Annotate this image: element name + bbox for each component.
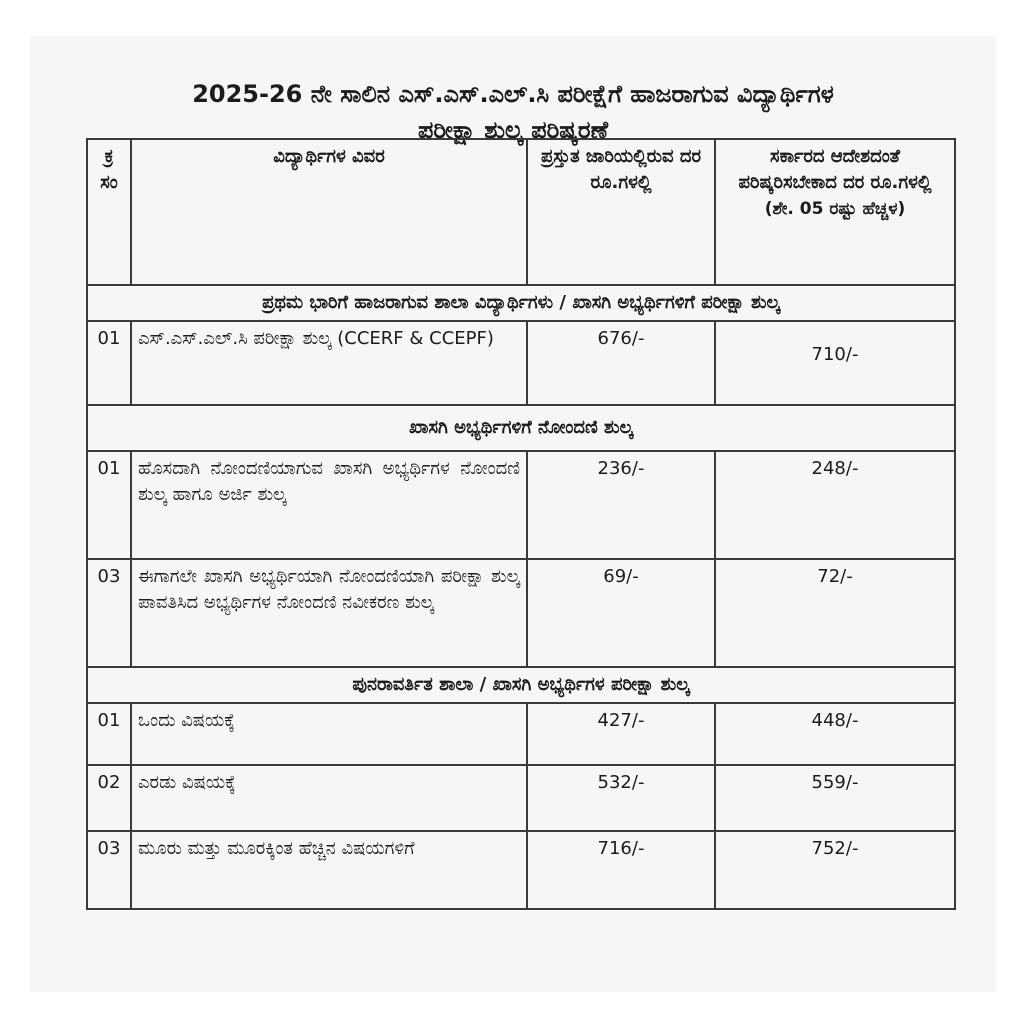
row-description: ಈಗಾಗಲೇ ಖಾಸಗಿ ಅಭ್ಯರ್ಥಿಯಾಗಿ ನೋಂದಣಿಯಾಗಿ ಪರೀಕ್ಷಾ ಶುಲ್ಕ ಪಾವತಿಸಿದ ಅಭ್ಯರ್ಥಿಗಳ ನೋಂದಣಿ ನವೀಕರಣ ಶುಲ್ಕ [131, 559, 527, 667]
row-revised-rate: 448/- [715, 703, 955, 765]
table-row [87, 451, 955, 559]
section-heading-row [87, 405, 955, 451]
title-line-1: 2025-26 ನೇ ಸಾಲಿನ ಎಸ್.ಎಸ್.ಎಲ್.ಸಿ ಪರೀಕ್ಷೆಗೆ ಹಾಜರಾಗುವ ವಿದ್ಯಾರ್ಥಿಗಳ [192, 80, 834, 108]
row-current-rate: 532/- [527, 765, 715, 831]
row-current-rate: 236/- [527, 451, 715, 559]
header-student-details: ವಿದ್ಯಾರ್ಥಿಗಳ ವಿವರ [131, 139, 527, 285]
table-row [87, 321, 955, 405]
row-description: ಒಂದು ವಿಷಯಕ್ಕೆ [131, 703, 527, 765]
row-serial: 01 [87, 451, 131, 559]
row-revised-rate: 559/- [715, 765, 955, 831]
row-serial: 03 [87, 831, 131, 909]
row-serial: 02 [87, 765, 131, 831]
row-serial: 01 [87, 321, 131, 405]
row-description: ಮೂರು ಮತ್ತು ಮೂರಕ್ಕಿಂತ ಹೆಚ್ಚಿನ ವಿಷಯಗಳಿಗೆ [131, 831, 527, 909]
row-revised-rate: 752/- [715, 831, 955, 909]
row-current-rate: 427/- [527, 703, 715, 765]
table-row [87, 559, 955, 667]
row-revised-rate: 710/- [715, 321, 955, 405]
header-revised-rate [715, 139, 955, 285]
header-serial-number: ಕ್ರ ಸಂ [87, 139, 131, 285]
row-revised-rate: 248/- [715, 451, 955, 559]
table-row [87, 703, 955, 765]
row-current-rate: 676/- [527, 321, 715, 405]
header-current-rate: ಪ್ರಸ್ತುತ ಜಾರಿಯಲ್ಲಿರುವ ದರ ರೂ.ಗಳಲ್ಲಿ [527, 139, 715, 285]
section-heading-row [87, 667, 955, 703]
section-heading: ಪುನರಾವರ್ತಿತ ಶಾಲಾ / ಖಾಸಗಿ ಅಭ್ಯರ್ಥಿಗಳ ಪರೀಕ್ಷಾ ಶುಲ್ಕ [87, 667, 955, 703]
section-heading-row [87, 285, 955, 321]
row-serial: 03 [87, 559, 131, 667]
row-description: ಎಸ್.ಎಸ್.ಎಲ್.ಸಿ ಪರೀಕ್ಷಾ ಶುಲ್ಕ (CCERF & CCEPF) [131, 321, 527, 405]
table-row [87, 765, 955, 831]
row-description: ಹೊಸದಾಗಿ ನೋಂದಣಿಯಾಗುವ ಖಾಸಗಿ ಅಭ್ಯರ್ಥಿಗಳ ನೋಂದಣಿ ಶುಲ್ಕ ಹಾಗೂ ಅರ್ಜಿ ಶುಲ್ಕ [131, 451, 527, 559]
section-heading: ಖಾಸಗಿ ಅಭ್ಯರ್ಥಿಗಳಿಗೆ ನೋಂದಣಿ ಶುಲ್ಕ [87, 405, 955, 451]
row-current-rate: 69/- [527, 559, 715, 667]
row-serial: 01 [87, 703, 131, 765]
table-row [87, 831, 955, 909]
header-revised-rate-label: ಸರ್ಕಾರದ ಆದೇಶದಂತೆ ಪರಿಷ್ಕರಿಸಬೇಕಾದ ದರ ರೂ.ಗಳಲ್ಲಿ [738, 146, 932, 193]
row-current-rate: 716/- [527, 831, 715, 909]
table-header-row [87, 139, 955, 285]
header-revised-note: (ಶೇ. 05 ರಷ್ಟು ಹೆಚ್ಚಳ) [764, 199, 906, 219]
row-revised-rate: 72/- [715, 559, 955, 667]
title-line-2: ಪರೀಕ್ಷಾ ಶುಲ್ಕ ಪರಿಷ್ಕರಣೆ [417, 116, 609, 144]
row-description: ಎರಡು ವಿಷಯಕ್ಕೆ [131, 765, 527, 831]
section-heading: ಪ್ರಥಮ ಭಾರಿಗೆ ಹಾಜರಾಗುವ ಶಾಲಾ ವಿದ್ಯಾರ್ಥಿಗಳು / ಖಾಸಗಿ ಅಭ್ಯರ್ಥಿಗಳಿಗೆ ಪರೀಕ್ಷಾ ಶುಲ್ಕ [87, 285, 955, 321]
fee-table [86, 138, 956, 910]
